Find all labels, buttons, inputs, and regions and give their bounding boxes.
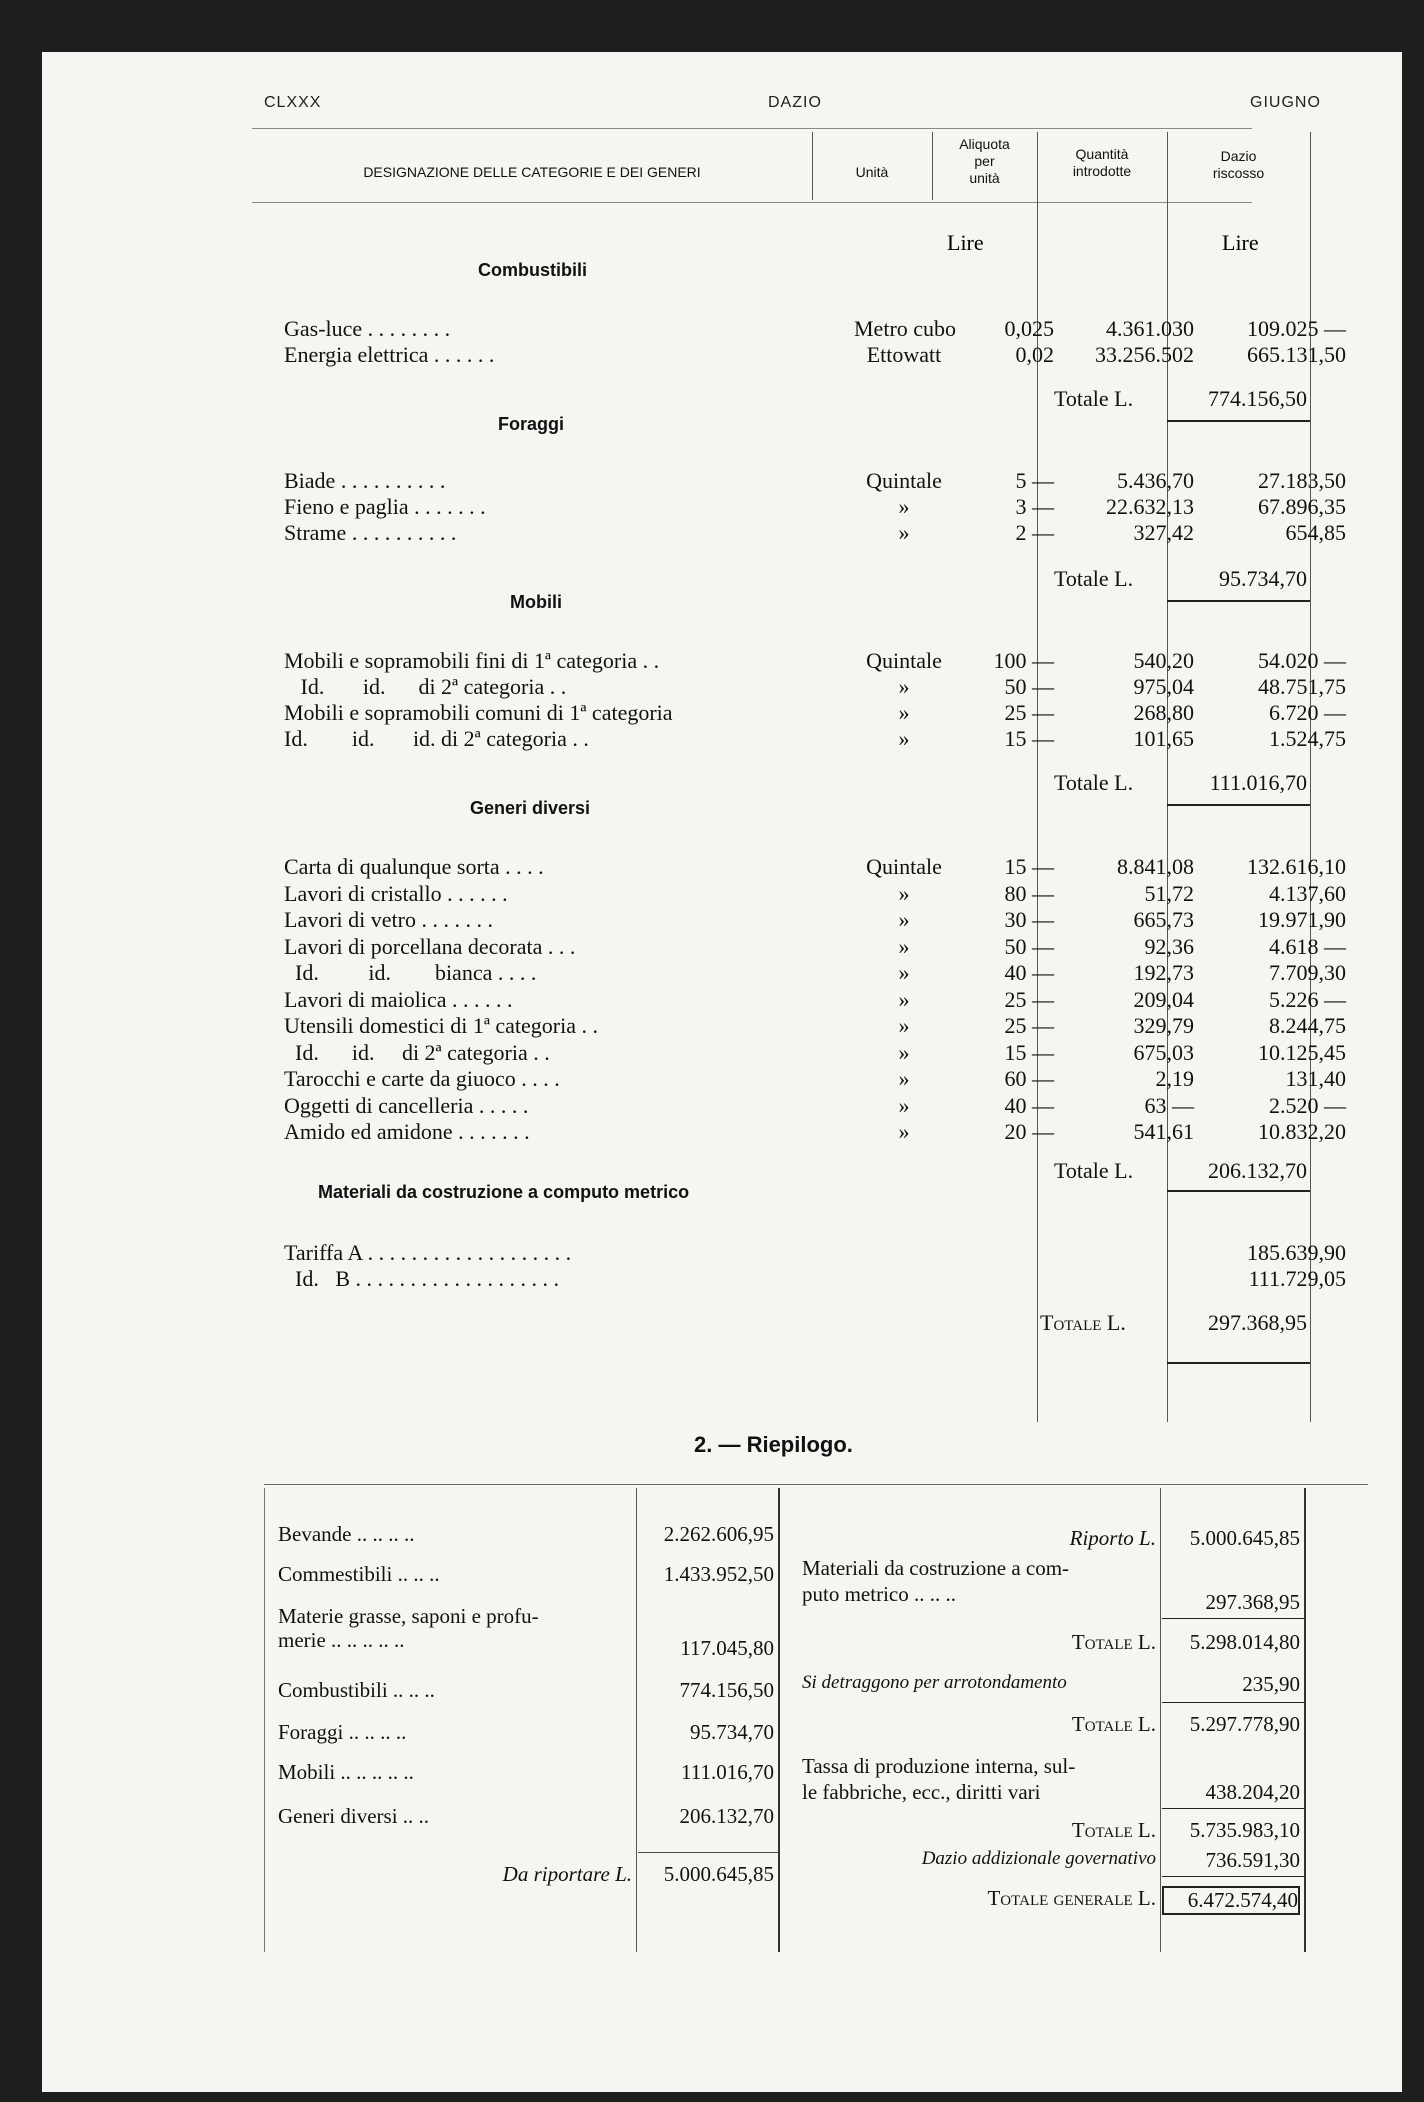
row-value: 1.524,75 (1269, 726, 1346, 751)
section-title-combustibili: Combustibili (478, 260, 587, 280)
page-title: DAZIO (768, 94, 822, 111)
summary-divider-middle (778, 1488, 780, 1952)
row-value: 7.709,30 (1269, 960, 1346, 985)
table-top-rule (252, 128, 1252, 129)
col-header-unit: Unità (855, 164, 889, 180)
table-row (284, 881, 1344, 907)
month-label: GIUGNO (1250, 94, 1321, 111)
row-value: 48.751,75 (1258, 674, 1346, 699)
row-value: 132.616,10 (1247, 854, 1346, 879)
row-qty: 4.361.030 (1106, 316, 1194, 341)
row-name: Utensili domestici di 1ª categoria . . (284, 1013, 598, 1038)
total-rule (1167, 420, 1310, 422)
col-header-qty-line2: introdotte (1072, 163, 1132, 179)
row-name: Amido ed amidone . . . . . . . (284, 1119, 530, 1144)
total-rule (1167, 1362, 1310, 1364)
table-row (284, 854, 1344, 880)
row-name: Carta di qualunque sorta . . . . (284, 854, 544, 879)
row-value: 10.125,45 (1258, 1039, 1346, 1065)
row-value: 131,40 (1285, 1066, 1346, 1091)
summary-left-value: 206.132,70 (679, 1804, 774, 1828)
row-rate: 50 — (1004, 933, 1054, 959)
table-row (284, 907, 1344, 933)
row-unit: » (898, 1013, 910, 1038)
summary-top-rule (264, 1484, 1368, 1485)
table-row (284, 468, 1344, 494)
summary-rule (1162, 1618, 1304, 1619)
row-name: Mobili e sopramobili fini di 1ª categoria . . (284, 648, 660, 673)
row-value: 665.131,50 (1247, 342, 1346, 367)
header-bottom-rule (252, 202, 1252, 203)
row-name: Id. id. bianca . . . . (284, 960, 537, 985)
row-name: Biade . . . . . . . . . . (284, 468, 446, 493)
summary-left-value: 774.156,50 (679, 1678, 774, 1702)
row-rate: 15 — (1004, 726, 1054, 751)
row-qty: 540,20 (1133, 648, 1194, 673)
row-rate: 15 — (1004, 1039, 1054, 1065)
row-qty: 2,19 (1155, 1066, 1194, 1091)
row-unit: Quintale (866, 648, 942, 673)
row-value: 54.020 — (1258, 648, 1346, 673)
materials-total: 297.368,95 (1208, 1310, 1307, 1335)
row-value: 654,85 (1285, 520, 1346, 545)
summary-right-value: 5.298.014,80 (1189, 1630, 1300, 1654)
row-rate: 3 — (1015, 494, 1054, 519)
row-name: Fieno e paglia . . . . . . . (284, 494, 486, 519)
row-rate: 40 — (1004, 960, 1054, 985)
row-unit: » (898, 960, 910, 985)
total-rule (1167, 600, 1310, 602)
section-title-materiali: Materiali da costruzione a computo metrico (318, 1182, 690, 1202)
summary-right-label: Tassa di produzione interna, sul- (802, 1754, 1076, 1778)
row-rate: 40 — (1004, 1092, 1054, 1118)
row-qty: 327,42 (1133, 520, 1194, 545)
row-qty: 268,80 (1133, 700, 1194, 725)
summary-left-value: 111.016,70 (681, 1760, 774, 1784)
table-row (284, 1066, 1344, 1092)
row-rate: 30 — (1004, 907, 1054, 932)
row-name: Gas-luce . . . . . . . . (284, 316, 451, 341)
summary-left-label: Commestibili .. .. .. (278, 1562, 440, 1586)
row-value: 109.025 — (1247, 316, 1346, 341)
row-unit: Quintale (866, 468, 942, 493)
row-rate: 80 — (1004, 880, 1054, 906)
row-unit: » (898, 986, 910, 1012)
row-name: Lavori di cristallo . . . . . . (284, 880, 508, 906)
section-total-mobili: 111.016,70 (1209, 770, 1307, 795)
table-row (284, 316, 1344, 342)
row-rate: 25 — (1004, 700, 1054, 725)
row-unit: » (898, 674, 910, 699)
row-unit: » (898, 880, 910, 906)
table-row (284, 726, 1344, 752)
total-label: Totale L. (1054, 1158, 1134, 1183)
row-qty: 665,73 (1133, 907, 1194, 932)
row-unit: » (898, 1066, 910, 1091)
summary-right-label: Totale L. (1071, 1630, 1156, 1654)
table-row (284, 494, 1344, 520)
row-rate: 60 — (1004, 1066, 1054, 1091)
summary-left-label: Combustibili .. .. .. (278, 1678, 435, 1702)
summary-rule (1162, 1702, 1304, 1703)
row-unit: » (898, 494, 910, 519)
row-rate: 0,025 (1004, 316, 1054, 341)
summary-right-label: Totale generale L. (987, 1886, 1156, 1910)
row-name: Mobili e sopramobili comuni di 1ª categoria (284, 700, 673, 725)
summary-title: 2. — Riepilogo. (694, 1432, 853, 1457)
row-value: 5.226 — (1269, 986, 1346, 1012)
col-header-tax-line1: Dazio (1220, 148, 1257, 164)
carry-forward-value: 5.000.645,85 (663, 1862, 774, 1886)
summary-right-label: Totale L. (1071, 1818, 1156, 1842)
total-label: Totale L. (1054, 770, 1134, 795)
row-name: Strame . . . . . . . . . . (284, 520, 457, 545)
summary-right-value: 438.204,20 (1205, 1780, 1300, 1804)
row-name: Id. id. id. di 2ª categoria . . (284, 726, 589, 751)
summary-right-value: 235,90 (1242, 1672, 1300, 1696)
table-row (284, 1013, 1344, 1039)
col-header-qty-line1: Quantità (1075, 146, 1129, 162)
row-qty: 22.632,13 (1106, 494, 1194, 519)
col-header-designation: DESIGNAZIONE DELLE CATEGORIE E DEI GENERI (363, 164, 701, 180)
table-row (284, 674, 1344, 700)
summary-right-label-cont: puto metrico .. .. .. (802, 1582, 956, 1606)
row-value: 10.832,20 (1258, 1119, 1346, 1144)
summary-left-label: Foraggi .. .. .. .. (278, 1720, 407, 1744)
row-rate: 2 — (1015, 520, 1054, 545)
carry-forward-rule (638, 1852, 778, 1853)
row-qty: 675,03 (1133, 1039, 1194, 1065)
row-value: 8.244,75 (1269, 1013, 1346, 1038)
row-name: Tarocchi e carte da giuoco . . . . (284, 1066, 560, 1091)
col-header-tax-line2: riscosso (1212, 165, 1265, 181)
section-total-generi-diversi: 206.132,70 (1208, 1158, 1307, 1183)
summary-divider-left-value (636, 1488, 637, 1952)
row-unit: Ettowatt (866, 342, 942, 367)
grand-total-value: 6.472.574,40 (1162, 1886, 1300, 1915)
summary-left-label: Bevande .. .. .. .. (278, 1522, 415, 1546)
row-qty: 63 — (1144, 1092, 1194, 1118)
row-name: Id. id. di 2ª categoria . . (284, 674, 567, 699)
table-row (284, 700, 1344, 726)
row-name: Lavori di porcellana decorata . . . (284, 933, 576, 959)
row-unit: Metro cubo (854, 316, 957, 341)
table-row (284, 342, 1344, 368)
total-rule (1167, 1190, 1310, 1192)
row-rate: 5 — (1015, 468, 1054, 493)
row-value: 4.618 — (1269, 933, 1346, 959)
table-row (284, 934, 1344, 960)
summary-right-label: Riporto L. (1069, 1526, 1156, 1550)
row-unit: » (898, 1039, 910, 1065)
row-name: Lavori di vetro . . . . . . . (284, 907, 493, 932)
summary-right-label: Materiali da costruzione a com- (802, 1556, 1070, 1580)
row-qty: 975,04 (1133, 674, 1194, 699)
row-value: 27.183,50 (1258, 468, 1346, 493)
row-name: Oggetti di cancelleria . . . . . (284, 1092, 529, 1118)
col-header-rate (932, 136, 1037, 187)
summary-right-value: 297.368,95 (1205, 1590, 1300, 1614)
row-name: Energia elettrica . . . . . . (284, 342, 495, 367)
row-qty: 192,73 (1133, 960, 1194, 985)
row-rate: 25 — (1004, 1013, 1054, 1038)
summary-rule (1162, 1808, 1304, 1809)
table-row (284, 648, 1344, 674)
row-unit: » (898, 520, 910, 545)
table-row (284, 960, 1344, 986)
summary-right-label: Si detraggono per arrotondamento (802, 1672, 1067, 1693)
table-row (284, 1240, 1344, 1266)
section-title-foraggi: Foraggi (498, 414, 564, 434)
col-header-tax (1167, 148, 1310, 182)
summary-right-value: 736.591,30 (1205, 1848, 1300, 1872)
row-unit: » (898, 1092, 910, 1118)
table-row (284, 1119, 1344, 1145)
summary-right-border (1304, 1488, 1306, 1952)
row-value: 6.720 — (1269, 700, 1346, 725)
total-label: Totale L. (1054, 566, 1134, 591)
summary-right-value: 5.735.983,10 (1189, 1818, 1300, 1842)
row-value: 4.137,60 (1269, 880, 1346, 906)
page-number: CLXXX (264, 94, 322, 111)
row-unit: » (898, 933, 910, 959)
row-unit: Quintale (866, 854, 942, 879)
row-name: Id. B . . . . . . . . . . . . . . . . . . . (284, 1266, 559, 1291)
table-row (284, 987, 1344, 1013)
section-title-mobili: Mobili (510, 592, 562, 612)
row-value: 111.729,05 (1248, 1266, 1346, 1291)
summary-left-label: Generi diversi .. .. (278, 1804, 430, 1828)
row-qty: 541,61 (1133, 1119, 1194, 1144)
summary-left-value: 2.262.606,95 (663, 1522, 774, 1546)
row-unit: » (898, 726, 910, 751)
summary-left-value: 95.734,70 (690, 1720, 774, 1744)
summary-left-label-cont: merie .. .. .. .. .. (278, 1628, 405, 1652)
summary-rule (1162, 1876, 1304, 1877)
summary-right-label-cont: le fabbriche, ecc., diritti vari (802, 1780, 1041, 1804)
summary-right-value: 5.297.778,90 (1189, 1712, 1300, 1736)
row-unit: » (898, 1119, 910, 1144)
col-header-rate-line1: Aliquota (959, 136, 1010, 152)
row-name: Lavori di maiolica . . . . . . (284, 986, 513, 1012)
row-qty: 8.841,08 (1117, 854, 1194, 879)
section-total-combustibili: 774.156,50 (1208, 386, 1307, 411)
row-qty: 329,79 (1133, 1013, 1194, 1038)
total-label: Totale L. (1054, 386, 1134, 411)
summary-right-label: Dazio addizionale governativo (921, 1848, 1156, 1869)
row-value: 185.639,90 (1247, 1240, 1346, 1265)
row-rate: 50 — (1004, 674, 1054, 699)
summary-left-label: Materie grasse, saponi e profu- (278, 1604, 539, 1628)
summary-right-value: 5.000.645,85 (1189, 1526, 1300, 1550)
col-header-qty (1037, 146, 1167, 180)
row-rate: 20 — (1004, 1119, 1054, 1144)
table-row (284, 520, 1344, 546)
total-rule (1167, 804, 1310, 806)
table-row (284, 1040, 1344, 1066)
row-qty: 5.436,70 (1117, 468, 1194, 493)
row-unit: » (898, 700, 910, 725)
carry-forward-label: Da riportare L. (502, 1862, 632, 1886)
table-row (284, 1093, 1344, 1119)
currency-tax: Lire (1222, 230, 1259, 255)
table-row (284, 1266, 1344, 1292)
summary-right-label: Totale L. (1071, 1712, 1156, 1736)
summary-left-value: 1.433.952,50 (663, 1562, 774, 1586)
row-rate: 0,02 (1015, 342, 1054, 367)
row-qty: 51,72 (1144, 880, 1194, 906)
document-page (42, 52, 1402, 2092)
summary-divider-right-value (1160, 1488, 1161, 1952)
summary-left-value: 117.045,80 (680, 1636, 774, 1660)
row-qty: 92,36 (1144, 933, 1194, 959)
section-title-generi-diversi: Generi diversi (470, 798, 591, 818)
section-total-foraggi: 95.734,70 (1219, 566, 1307, 591)
summary-left-border (264, 1488, 265, 1952)
row-qty: 33.256.502 (1095, 342, 1194, 367)
total-label: Totale L. (1040, 1310, 1126, 1335)
row-unit: » (898, 907, 910, 932)
row-rate: 100 — (993, 648, 1054, 673)
row-name: Id. id. di 2ª categoria . . (284, 1039, 550, 1065)
row-value: 2.520 — (1269, 1092, 1346, 1118)
row-value: 19.971,90 (1258, 907, 1346, 932)
row-rate: 25 — (1004, 986, 1054, 1012)
col-header-rate-line2: per (974, 153, 995, 169)
row-name: Tariffa A . . . . . . . . . . . . . . . . . . . (284, 1240, 572, 1265)
summary-left-label: Mobili .. .. .. .. .. (278, 1760, 414, 1784)
row-value: 67.896,35 (1258, 494, 1346, 519)
row-rate: 15 — (1004, 854, 1054, 879)
currency-rate: Lire (947, 230, 984, 255)
row-qty: 101,65 (1133, 726, 1194, 751)
row-qty: 209,04 (1133, 986, 1194, 1012)
col-header-rate-line3: unità (969, 170, 1000, 186)
